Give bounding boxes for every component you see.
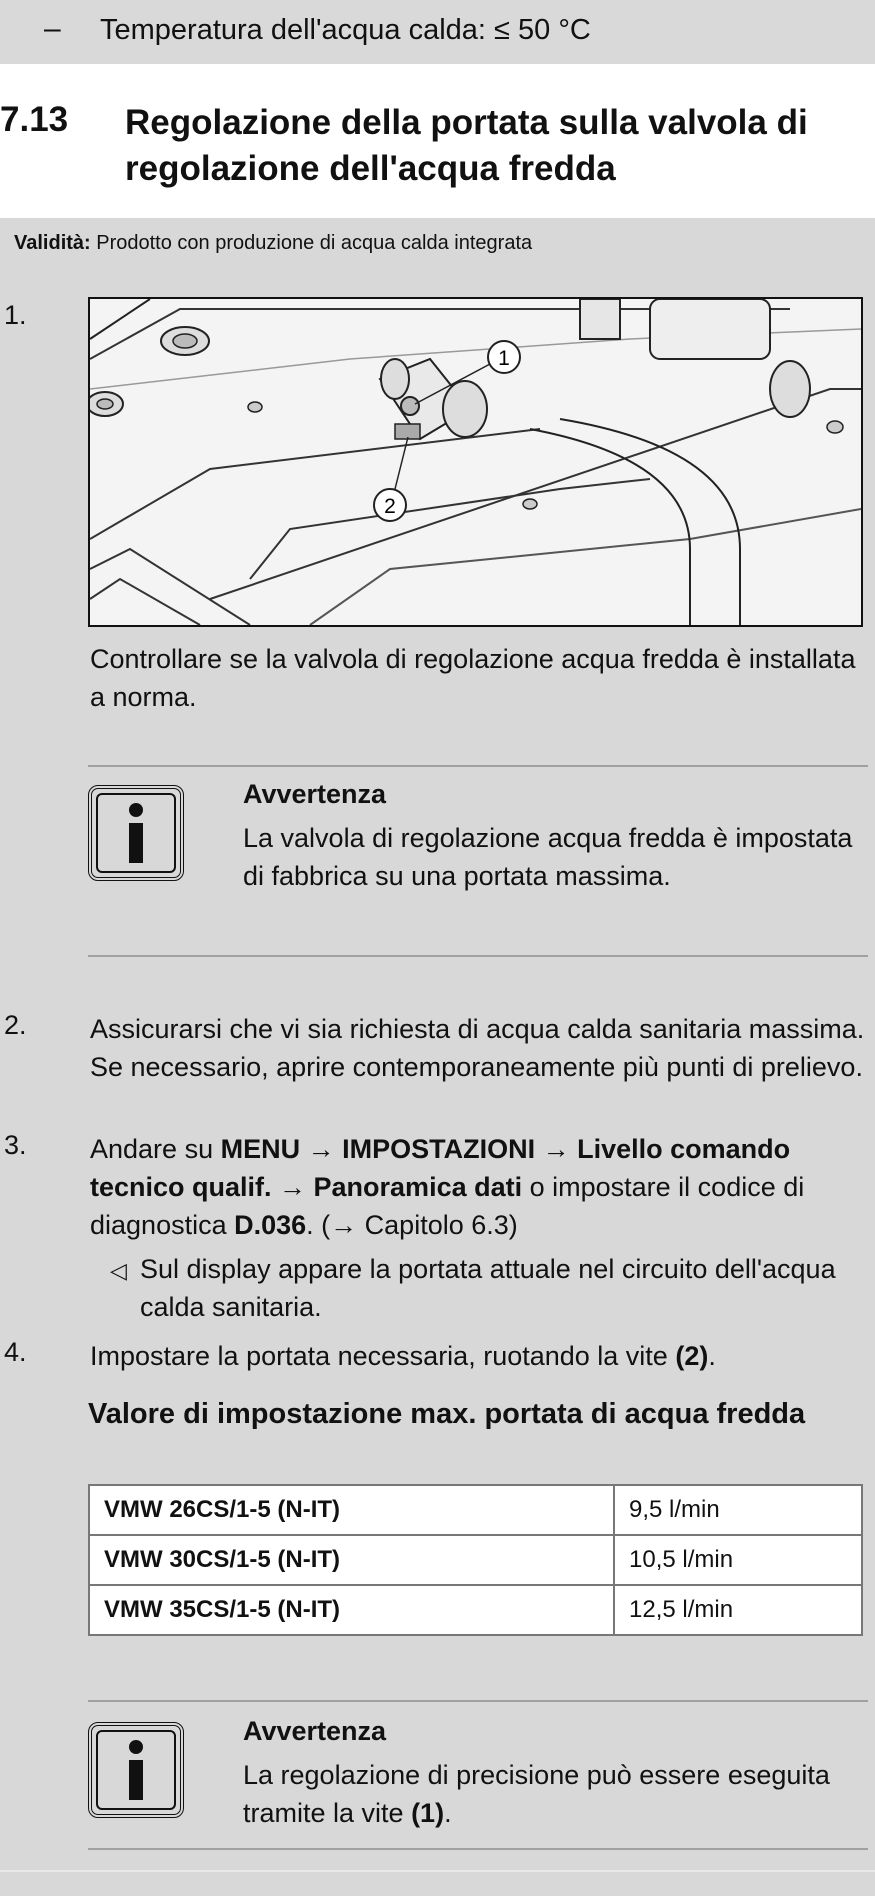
valve-illustration	[88, 297, 863, 627]
step-1-text: Controllare se la valvola di regolazione acqua fredda è installata a norma.	[90, 644, 856, 712]
step-3-menu-path: MENU → IMPOSTAZIONI → Livello comando tecnico qualif. → Panoramica dati	[90, 1134, 791, 1202]
note-2-title: Avvertenza	[243, 1716, 387, 1746]
table-title: Valore di impostazione max. portata di acqua fredda	[88, 1398, 806, 1430]
callout-2	[374, 489, 406, 521]
step-4-screw-ref: (2)	[675, 1341, 709, 1371]
step-1-number: 1.	[4, 300, 27, 330]
table-cell-value: 12,5 l/min	[614, 1585, 862, 1635]
result-triangle-icon: ◁	[110, 1258, 127, 1283]
note-2-bottom-rule	[88, 1848, 868, 1850]
table-row	[89, 1585, 862, 1635]
table-row	[89, 1485, 862, 1535]
table-row	[89, 1535, 862, 1585]
validity-label: Validità:	[14, 232, 91, 254]
step-3-text	[90, 1130, 865, 1244]
list-item-text: Temperatura dell'acqua calda: ≤ 50 °C	[100, 14, 591, 46]
section-number: 7.13	[0, 100, 69, 139]
callout-1	[488, 341, 520, 373]
note-1-bottom-rule	[88, 955, 868, 957]
page-bottom-divider	[0, 1870, 875, 1872]
flow-settings-table	[88, 1484, 863, 1636]
step-3-number: 3.	[4, 1130, 27, 1160]
note-2-body-b: .	[444, 1798, 452, 1828]
step-3-result-text: Sul display appare la portata attuale nel circuito dell'acqua calda sanitaria.	[140, 1254, 836, 1322]
table-cell-model: VMW 35CS/1-5 (N-IT)	[89, 1585, 614, 1635]
note-2-screw-ref: (1)	[411, 1798, 445, 1828]
validity-text: Prodotto con produzione di acqua calda integrata	[90, 232, 533, 254]
step-3-text-b: o impostare il codice di diagnostica	[90, 1172, 805, 1240]
step-3-text-c: . (→ Capitolo 6.3)	[306, 1210, 518, 1240]
table-cell-value: 9,5 l/min	[614, 1485, 862, 1535]
step-3-text-a: Andare su	[90, 1134, 221, 1164]
step-3-result	[110, 1250, 865, 1326]
info-icon	[88, 785, 184, 881]
note-2-body-a: La regolazione di precisione può essere eseguita tramite la vite	[243, 1760, 830, 1828]
list-dash: –	[44, 12, 61, 45]
step-2-number: 2.	[4, 1010, 27, 1040]
note-2-top-rule	[88, 1700, 868, 1702]
table-cell-model: VMW 30CS/1-5 (N-IT)	[89, 1535, 614, 1585]
step-3-diagnostic-code: D.036	[234, 1210, 307, 1240]
step-2-text: Assicurarsi che vi sia richiesta di acqua calda sanitaria massima. Se necessario, aprire contemporaneamente più punti di prelievo.	[90, 1014, 865, 1082]
step-4-text-a: Impostare la portata necessaria, ruotando la vite	[90, 1341, 676, 1371]
valve-drawing	[90, 299, 861, 625]
table-cell-value: 10,5 l/min	[614, 1535, 862, 1585]
step-4-text	[90, 1337, 865, 1375]
section-heading	[0, 64, 875, 218]
table-cell-model: VMW 26CS/1-5 (N-IT)	[89, 1485, 614, 1535]
note-1-body: La valvola di regolazione acqua fredda è impostata di fabbrica su una portata massima.	[243, 823, 853, 891]
info-icon	[88, 1722, 184, 1818]
note-1	[88, 765, 868, 965]
note-2-body	[243, 1756, 863, 1832]
previous-list-item	[0, 0, 875, 64]
callout-1-label: 1	[498, 347, 510, 370]
validity-line	[14, 232, 532, 255]
note-1-title: Avvertenza	[243, 779, 387, 809]
note-2	[88, 1700, 868, 1860]
step-4-number: 4.	[4, 1337, 27, 1367]
note-1-top-rule	[88, 765, 868, 767]
step-4-text-b: .	[708, 1341, 716, 1371]
callout-2-label: 2	[384, 495, 396, 518]
section-title: Regolazione della portata sulla valvola di regolazione dell'acqua fredda	[125, 103, 808, 188]
